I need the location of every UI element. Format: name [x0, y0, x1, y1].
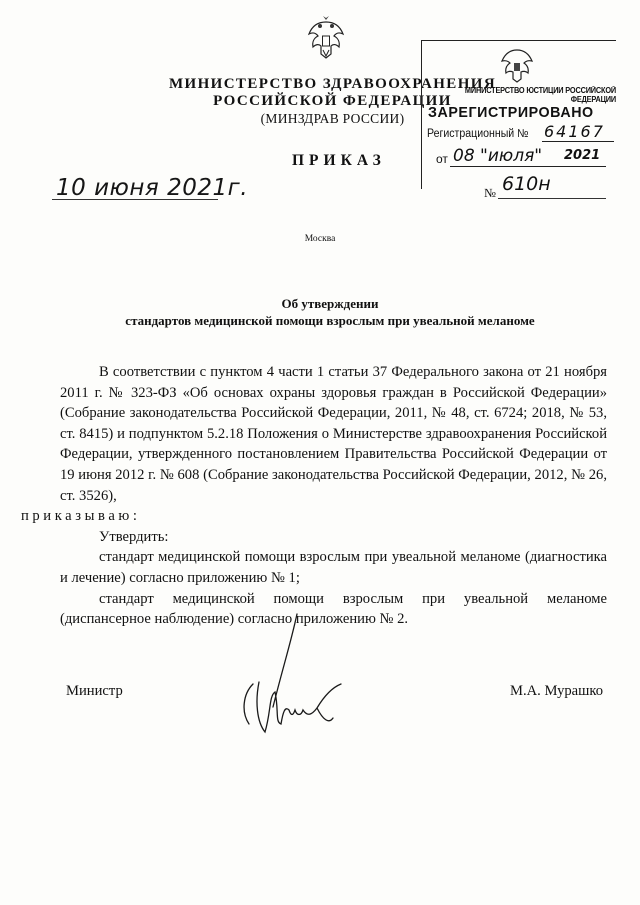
approve-paragraph: Утвердить: — [99, 528, 169, 545]
stamp-reg-number: 64167 — [544, 122, 605, 141]
order-number-label: № — [484, 186, 496, 200]
stamp-year: 2021 — [564, 148, 601, 163]
order-number-underline — [498, 198, 606, 199]
prikazyvayu-word: приказываю: — [21, 508, 141, 525]
order-number: 610н — [502, 173, 551, 195]
stamp-reg-number-label: Регистрационный № — [427, 128, 529, 140]
stamp-reg-number-underline — [542, 141, 614, 142]
order-date-underline — [52, 199, 218, 200]
stamp-date-prefix: от — [436, 152, 448, 166]
order-date: 10 июня 2021г. — [56, 175, 248, 201]
ministry-short-name: (МИНЗДРАВ РОССИИ) — [260, 111, 405, 126]
order-kind-heading: ПРИКАЗ — [292, 152, 386, 169]
stamp-registered-label: ЗАРЕГИСТРИРОВАНО — [428, 104, 594, 121]
order-city: Москва — [304, 234, 336, 244]
coat-of-arms-icon — [306, 14, 346, 64]
stamp-authority: МИНИСТЕРСТВО ЮСТИЦИИ РОССИЙСКОЙ ФЕДЕРАЦИИ — [464, 86, 616, 104]
stamp-date-underline — [450, 166, 606, 167]
stamp-date: 08 "июля" — [453, 146, 543, 166]
preamble-paragraph — [21, 362, 607, 527]
handwritten-signature-icon — [225, 612, 365, 742]
order-body — [21, 362, 607, 630]
stamp-coat-of-arms-icon — [500, 46, 534, 86]
order-title-line1: Об утверждении — [281, 296, 379, 311]
standard-item-2: стандарт медицинской помощи взрослым при увеальной меланоме (диспансерное наблюдение) согласно приложению № 2. — [60, 590, 607, 628]
ministry-name-line1: МИНИСТЕРСТВО ЗДРАВООХРАНЕНИЯ — [168, 76, 497, 92]
standard-item-1: стандарт медицинской помощи взрослым при увеальной меланоме (диагностика и лечение) согласно приложению № 1; — [60, 549, 607, 586]
signatory-name: М.А. Мурашко — [510, 683, 604, 699]
order-title-line2: стандартов медицинской помощи взрослым при увеальной меланоме — [125, 313, 535, 328]
order-title — [60, 295, 600, 329]
preamble-text: В соответствии с пунктом 4 части 1 статьи 37 Федерального закона от 21 ноября 2011 г. № 323-ФЗ «Об основах охраны здоровья граждан в Российской Федерации» (Собрание законодательства Российской Федерации, 2011, № 48, ст. 6724; 2018, № 53, ст. 8415) и подпунктом 5.2.18 Положения о Министерстве здравоохранения Российской Федерации, утвержденного постановлением Правительства Российской Федерации от 19 июня 2012 г. № 608 (Собрание законодательства Российской Федерации, 2012, № 26, ст. 3526), — [60, 364, 607, 504]
ministry-name-line2: РОССИЙСКОЙ ФЕДЕРАЦИИ — [213, 93, 452, 109]
signatory-position: Министр — [66, 683, 123, 699]
